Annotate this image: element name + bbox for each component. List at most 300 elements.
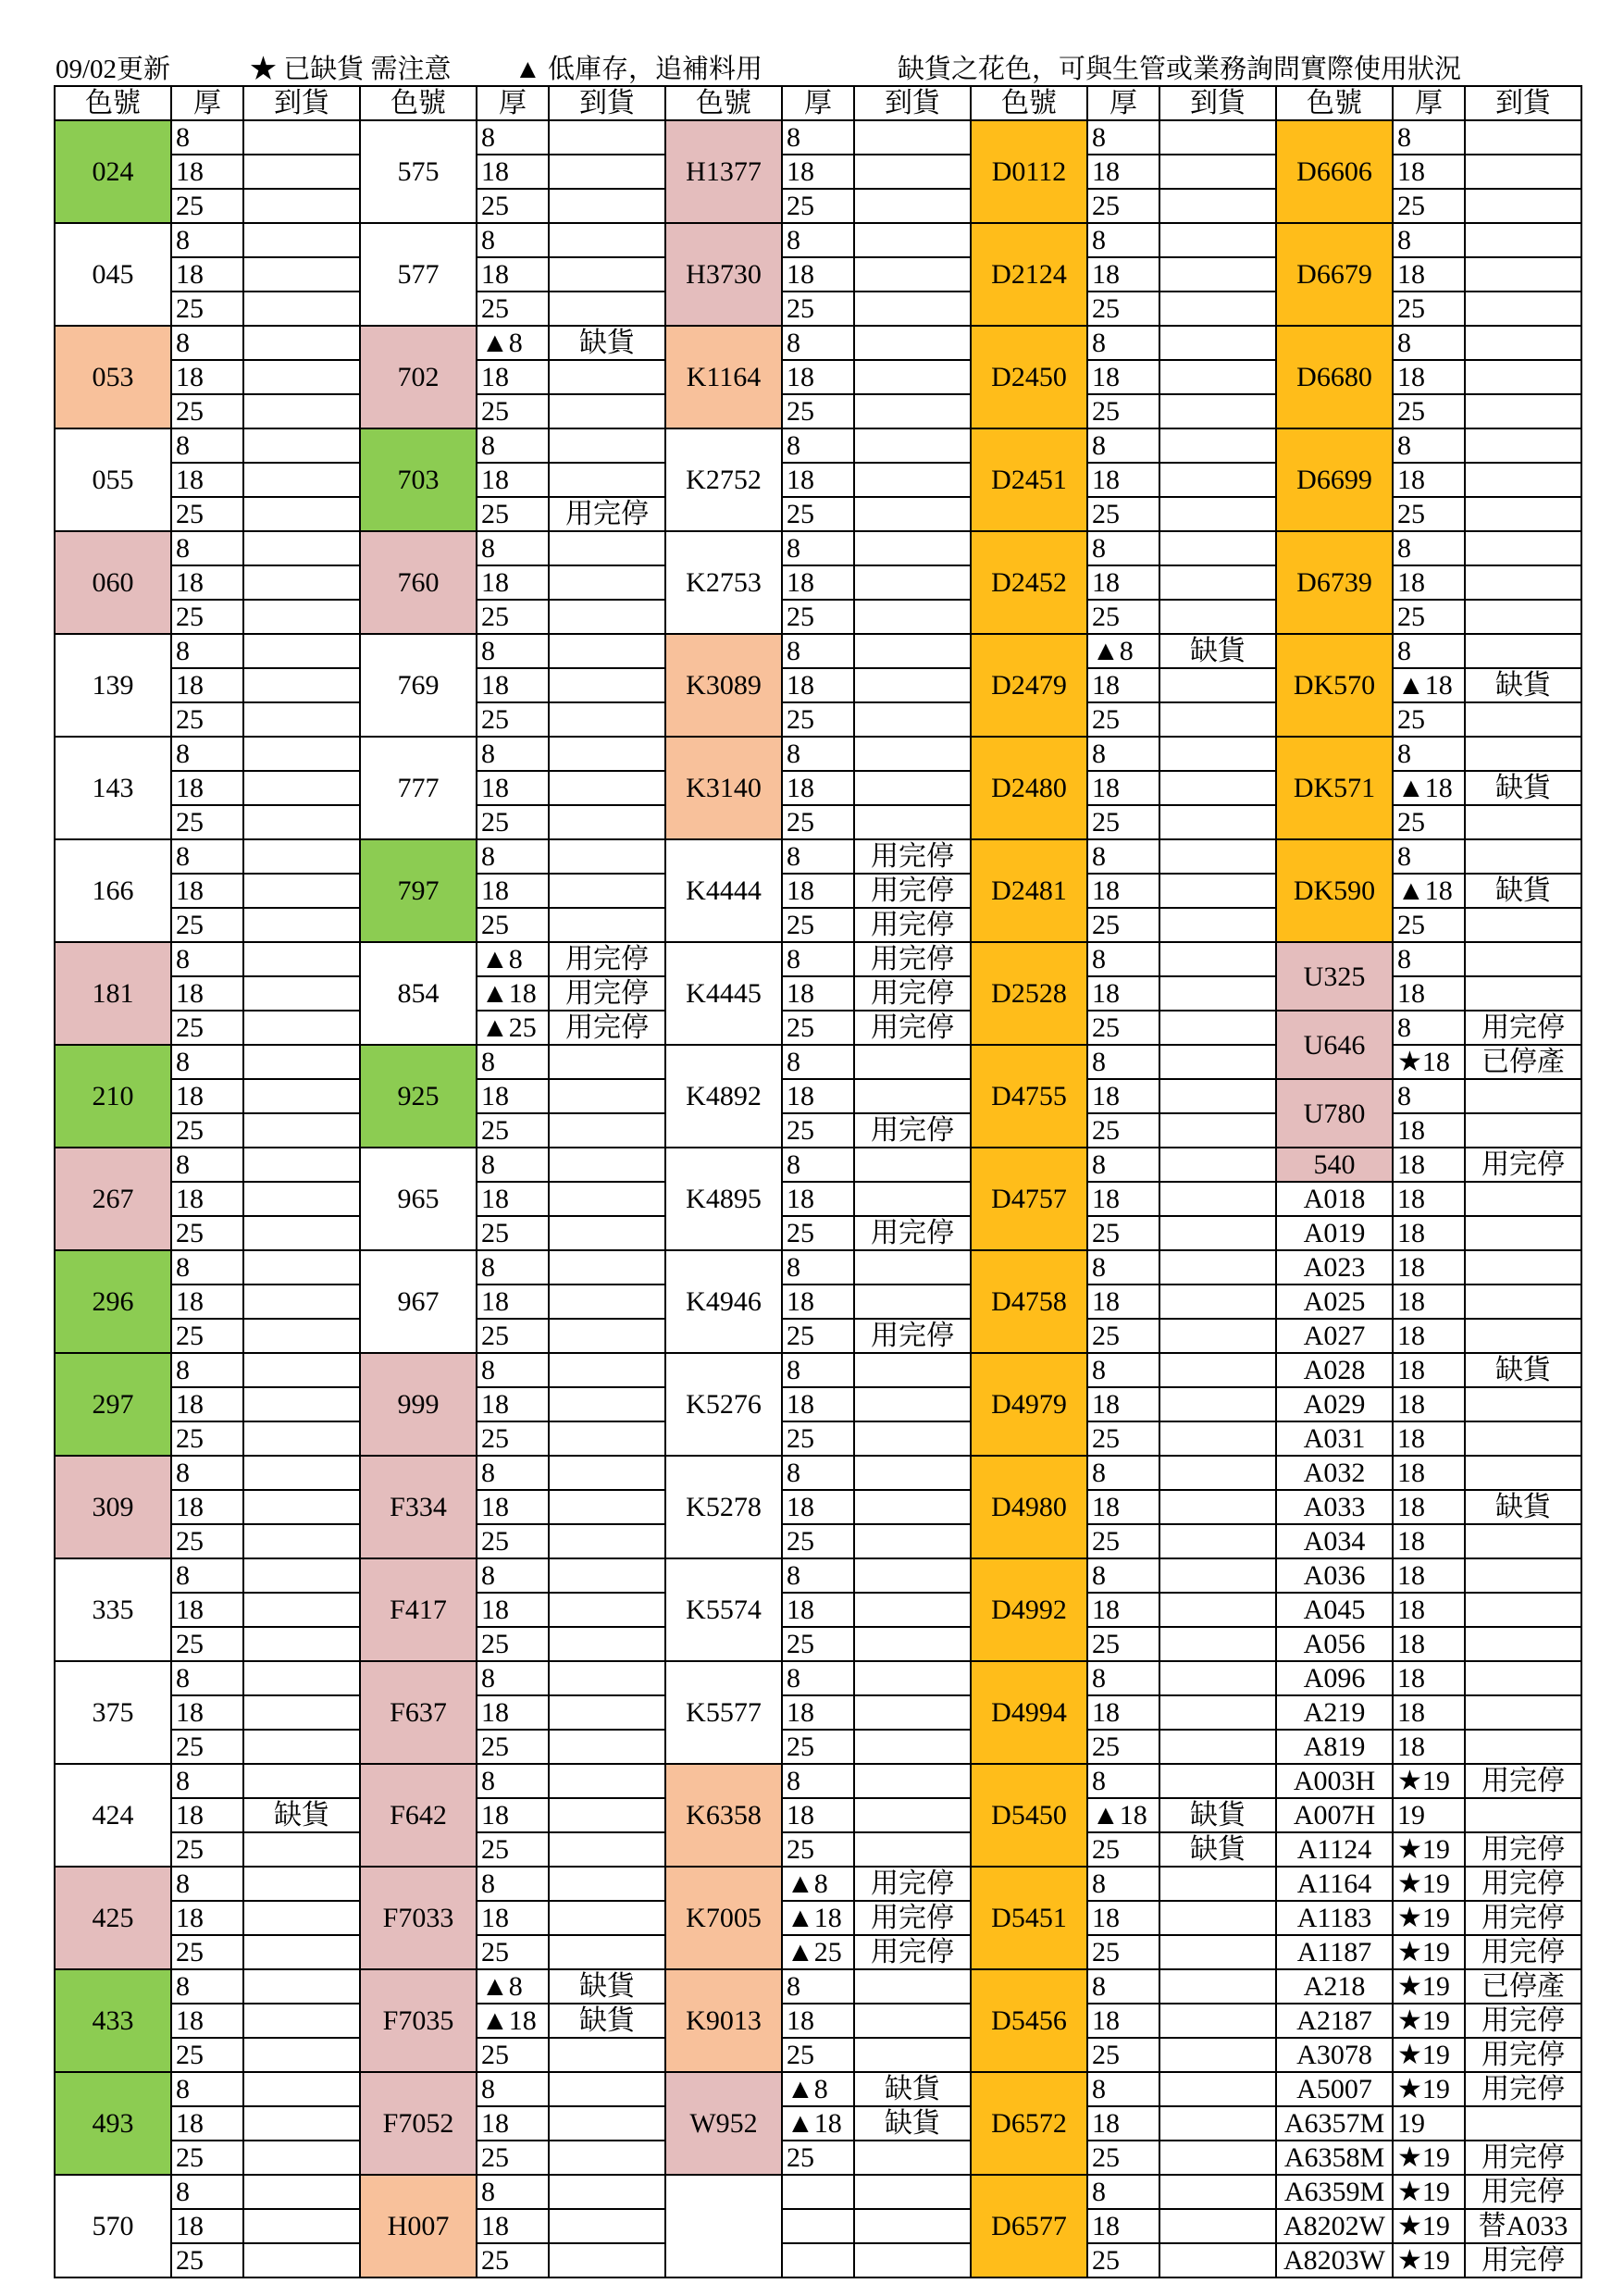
thickness-cell: 8 (782, 737, 854, 771)
thickness-cell: 18 (1087, 1387, 1159, 1421)
thickness-cell: 25 (477, 2243, 549, 2277)
color-code-cell: F642 (360, 1764, 477, 1867)
arrival-cell (854, 463, 971, 497)
color-code-cell: F417 (360, 1558, 477, 1661)
arrival-cell (243, 2004, 360, 2038)
arrival-cell: 缺貨 (243, 1798, 360, 1832)
arrival-cell (1159, 1421, 1276, 1456)
color-code-cell: A025 (1276, 1285, 1393, 1319)
arrival-cell (243, 1045, 360, 1079)
arrival-cell (1159, 600, 1276, 634)
thickness-cell: 18 (171, 771, 243, 805)
arrival-cell (854, 1490, 971, 1524)
arrival-cell (243, 257, 360, 292)
arrival-cell (1159, 565, 1276, 600)
color-code-cell: A034 (1276, 1524, 1393, 1558)
thickness-cell: 25 (782, 394, 854, 428)
table-row (55, 1901, 1581, 1935)
thickness-cell: 18 (477, 771, 549, 805)
arrival-cell: 缺貨 (1159, 1832, 1276, 1867)
arrival-cell (549, 1285, 665, 1319)
thickness-cell: 18 (1087, 1901, 1159, 1935)
arrival-cell (1159, 155, 1276, 189)
thickness-cell: 18 (477, 668, 549, 702)
thickness-cell: 18 (1087, 257, 1159, 292)
thickness-cell: ★19 (1393, 2209, 1465, 2243)
arrival-cell (1159, 2038, 1276, 2072)
table-row (55, 1730, 1581, 1764)
arrival-cell (549, 1867, 665, 1901)
color-code-cell: K5577 (665, 1661, 782, 1764)
thickness-cell: 25 (1087, 497, 1159, 531)
thickness-cell: 18 (782, 1490, 854, 1524)
thickness-cell: 25 (477, 1319, 549, 1353)
arrival-cell (854, 531, 971, 565)
arrival-cell: 用完停 (1465, 2072, 1581, 2106)
color-code-cell: A6359M (1276, 2175, 1393, 2209)
arrival-cell (243, 1867, 360, 1901)
thickness-cell: ★19 (1393, 2175, 1465, 2209)
thickness-cell: 18 (1393, 1148, 1465, 1182)
thickness-cell: 8 (477, 223, 549, 257)
thickness-cell: ★18 (1393, 1045, 1465, 1079)
arrival-cell (1465, 1387, 1581, 1421)
thickness-cell: 18 (171, 1901, 243, 1935)
table-row (55, 839, 1581, 874)
thickness-cell: 8 (782, 326, 854, 360)
color-code-cell: 166 (55, 839, 171, 942)
thickness-cell: 18 (477, 874, 549, 908)
arrival-cell (854, 2243, 971, 2277)
color-code-cell: F7033 (360, 1867, 477, 1969)
arrival-cell (243, 1353, 360, 1387)
arrival-cell (243, 1113, 360, 1148)
thickness-cell: 8 (1087, 326, 1159, 360)
thickness-cell: 25 (782, 1524, 854, 1558)
thickness-cell: 25 (1087, 2141, 1159, 2175)
color-code-cell: K9013 (665, 1969, 782, 2072)
table-row (55, 2175, 1581, 2209)
table-row (55, 1558, 1581, 1593)
arrival-cell (549, 531, 665, 565)
arrival-cell (1159, 1901, 1276, 1935)
thickness-cell: ★19 (1393, 1764, 1465, 1798)
arrival-cell (1159, 1456, 1276, 1490)
arrival-cell (1159, 1011, 1276, 1045)
thickness-cell: 25 (477, 600, 549, 634)
table-row (55, 1661, 1581, 1695)
color-code-cell: K5278 (665, 1456, 782, 1558)
arrival-cell: 用完停 (854, 908, 971, 942)
thickness-cell: 8 (782, 942, 854, 976)
arrival-cell (854, 1593, 971, 1627)
thickness-cell: 25 (1393, 189, 1465, 223)
arrival-cell: 用完停 (1465, 2175, 1581, 2209)
arrival-cell: 用完停 (549, 1011, 665, 1045)
color-code-cell: A219 (1276, 1695, 1393, 1730)
thickness-cell: 25 (171, 2141, 243, 2175)
color-code-cell: 296 (55, 1250, 171, 1353)
color-code-cell: 053 (55, 326, 171, 428)
arrival-cell (549, 771, 665, 805)
color-code-cell: D6679 (1276, 223, 1393, 326)
thickness-cell: 18 (782, 463, 854, 497)
arrival-cell (549, 1730, 665, 1764)
thickness-cell: 8 (171, 1558, 243, 1593)
thickness-cell: 8 (171, 634, 243, 668)
arrival-cell (549, 2243, 665, 2277)
color-code-cell: A8202W (1276, 2209, 1393, 2243)
arrival-cell (1465, 2106, 1581, 2141)
arrival-cell (1159, 120, 1276, 155)
arrival-cell (549, 908, 665, 942)
thickness-cell: 8 (477, 531, 549, 565)
thickness-cell: 25 (1087, 1421, 1159, 1456)
thickness-cell: 25 (1393, 394, 1465, 428)
table-row (55, 2038, 1581, 2072)
arrival-cell (549, 600, 665, 634)
thickness-cell: 8 (1393, 839, 1465, 874)
thickness-cell: 8 (477, 1661, 549, 1695)
arrival-cell: 用完停 (1465, 1935, 1581, 1969)
arrival-cell (854, 292, 971, 326)
table-row (55, 2106, 1581, 2141)
table-row (55, 1216, 1581, 1250)
color-code-cell: A028 (1276, 1353, 1393, 1387)
arrival-cell (854, 1456, 971, 1490)
arrival-cell (549, 2209, 665, 2243)
arrival-cell (549, 1421, 665, 1456)
thickness-cell: 8 (171, 428, 243, 463)
table-row (55, 1798, 1581, 1832)
thickness-cell: 25 (171, 908, 243, 942)
color-code-cell: D4757 (971, 1148, 1087, 1250)
thickness-cell: 25 (477, 1216, 549, 1250)
arrival-cell (1159, 360, 1276, 394)
thickness-cell: 18 (171, 257, 243, 292)
arrival-cell (549, 155, 665, 189)
arrival-cell (243, 1969, 360, 2004)
arrival-cell (854, 326, 971, 360)
arrival-cell (243, 1216, 360, 1250)
table-row (55, 1079, 1581, 1113)
color-code-cell: D2452 (971, 531, 1087, 634)
arrival-cell (243, 1627, 360, 1661)
color-code-cell: 309 (55, 1456, 171, 1558)
arrival-header: 到貨 (243, 86, 360, 120)
thickness-cell: 18 (171, 155, 243, 189)
thickness-cell: 25 (1087, 1730, 1159, 1764)
thickness-header: 厚 (782, 86, 854, 120)
thickness-cell: 18 (782, 1387, 854, 1421)
color-code-cell: 493 (55, 2072, 171, 2175)
arrival-cell: 缺貨 (549, 1969, 665, 2004)
arrival-cell (1465, 976, 1581, 1011)
arrival-cell (243, 155, 360, 189)
arrival-cell (854, 1764, 971, 1798)
arrival-cell: 用完停 (1465, 1764, 1581, 1798)
color-code-cell: F334 (360, 1456, 477, 1558)
color-code-cell: D2451 (971, 428, 1087, 531)
arrival-cell: 用完停 (854, 1935, 971, 1969)
arrival-cell (1159, 839, 1276, 874)
table-row (55, 1524, 1581, 1558)
arrival-cell (243, 1148, 360, 1182)
arrival-cell (549, 2038, 665, 2072)
arrival-cell: 用完停 (1465, 2038, 1581, 2072)
arrival-cell: 用完停 (1465, 2243, 1581, 2277)
arrival-cell: 用完停 (854, 1113, 971, 1148)
color-code-cell: 965 (360, 1148, 477, 1250)
arrival-cell (1159, 463, 1276, 497)
arrival-cell (1159, 702, 1276, 737)
thickness-cell: 18 (782, 155, 854, 189)
arrival-cell (549, 874, 665, 908)
arrival-cell (549, 634, 665, 668)
thickness-cell: ▲18 (782, 2106, 854, 2141)
thickness-cell: 8 (477, 839, 549, 874)
thickness-cell: 18 (477, 463, 549, 497)
table-row (55, 1011, 1581, 1045)
thickness-cell: 25 (1087, 1935, 1159, 1969)
thickness-cell: 25 (1393, 600, 1465, 634)
thickness-cell: 18 (477, 360, 549, 394)
thickness-cell: 18 (1393, 1593, 1465, 1627)
thickness-cell: 25 (1087, 805, 1159, 839)
arrival-cell (1159, 2175, 1276, 2209)
arrival-cell (243, 805, 360, 839)
color-code-cell: U325 (1276, 942, 1393, 1011)
arrival-cell: 用完停 (854, 874, 971, 908)
arrival-cell (243, 565, 360, 600)
arrival-cell (1159, 737, 1276, 771)
arrival-cell (243, 2072, 360, 2106)
arrival-cell (1465, 1661, 1581, 1695)
thickness-cell: 18 (1393, 1250, 1465, 1285)
color-code-cell: D5456 (971, 1969, 1087, 2072)
thickness-cell: 25 (782, 1832, 854, 1867)
arrival-cell (1159, 1558, 1276, 1593)
arrival-cell (549, 1593, 665, 1627)
color-code-cell: 854 (360, 942, 477, 1045)
arrival-header: 到貨 (549, 86, 665, 120)
arrival-cell (549, 120, 665, 155)
thickness-cell: 8 (1393, 531, 1465, 565)
thickness-cell: 25 (782, 600, 854, 634)
thickness-cell: 18 (171, 565, 243, 600)
arrival-cell (549, 2141, 665, 2175)
arrival-cell (1159, 1627, 1276, 1661)
thickness-cell: 25 (1087, 1011, 1159, 1045)
arrival-cell (243, 531, 360, 565)
arrival-cell (1159, 223, 1276, 257)
color-code-cell: D2124 (971, 223, 1087, 326)
color-code-cell: 045 (55, 223, 171, 326)
thickness-cell: 8 (782, 223, 854, 257)
thickness-cell: ▲8 (477, 326, 549, 360)
table-row (55, 1456, 1581, 1490)
thickness-cell: 8 (477, 1250, 549, 1285)
table-row (55, 2243, 1581, 2277)
thickness-cell: 18 (1087, 976, 1159, 1011)
arrival-cell (854, 223, 971, 257)
arrival-cell (243, 1387, 360, 1421)
arrival-cell (854, 360, 971, 394)
thickness-cell: 25 (477, 702, 549, 737)
thickness-cell: 8 (782, 428, 854, 463)
arrival-cell (243, 942, 360, 976)
thickness-cell: 25 (171, 292, 243, 326)
thickness-cell: 18 (1393, 155, 1465, 189)
thickness-cell: 18 (477, 1901, 549, 1935)
arrival-cell (1465, 1627, 1581, 1661)
thickness-cell: 18 (477, 1387, 549, 1421)
thickness-cell: 25 (171, 2038, 243, 2072)
table-row (55, 531, 1581, 565)
arrival-cell (1465, 737, 1581, 771)
color-code-cell: K5574 (665, 1558, 782, 1661)
arrival-cell (1159, 1661, 1276, 1695)
arrival-cell (1465, 360, 1581, 394)
table-row (55, 326, 1581, 360)
thickness-cell: 18 (1087, 463, 1159, 497)
table-row (55, 1250, 1581, 1285)
arrival-cell (1465, 463, 1581, 497)
arrival-cell (1159, 2072, 1276, 2106)
color-code-cell: 797 (360, 839, 477, 942)
thickness-cell: 8 (1393, 737, 1465, 771)
thickness-cell: 18 (782, 1695, 854, 1730)
thickness-cell: 18 (1393, 257, 1465, 292)
arrival-cell (1159, 805, 1276, 839)
thickness-cell: 8 (782, 1969, 854, 2004)
color-code-cell: K3089 (665, 634, 782, 737)
color-code-cell: D5450 (971, 1764, 1087, 1867)
thickness-cell: 8 (171, 1764, 243, 1798)
color-code-cell: 024 (55, 120, 171, 223)
color-code-cell: K4445 (665, 942, 782, 1045)
arrival-cell (243, 1490, 360, 1524)
color-code-cell: K4895 (665, 1148, 782, 1250)
thickness-cell: 25 (782, 292, 854, 326)
thickness-cell: 18 (1393, 463, 1465, 497)
thickness-cell: 25 (782, 1627, 854, 1661)
arrival-cell (854, 1524, 971, 1558)
thickness-cell: ▲8 (477, 1969, 549, 2004)
thickness-cell (782, 2175, 854, 2209)
thickness-cell: 8 (1087, 223, 1159, 257)
thickness-cell: 8 (171, 737, 243, 771)
thickness-cell: 25 (477, 908, 549, 942)
color-code-cell: D0112 (971, 120, 1087, 223)
arrival-cell (854, 2175, 971, 2209)
color-code-cell: A036 (1276, 1558, 1393, 1593)
thickness-cell: 25 (782, 908, 854, 942)
arrival-cell (1465, 155, 1581, 189)
thickness-cell: 18 (171, 1798, 243, 1832)
arrival-cell (243, 1832, 360, 1867)
arrival-cell (1465, 702, 1581, 737)
thickness-cell: 18 (1393, 1558, 1465, 1593)
arrival-cell (1159, 257, 1276, 292)
arrival-cell (854, 1969, 971, 2004)
arrival-cell (1159, 1285, 1276, 1319)
arrival-cell: 用完停 (1465, 2141, 1581, 2175)
thickness-cell: 8 (1087, 1867, 1159, 1901)
thickness-cell: 8 (171, 2175, 243, 2209)
thickness-cell: 8 (782, 634, 854, 668)
arrival-cell (243, 874, 360, 908)
arrival-cell (1159, 2209, 1276, 2243)
arrival-cell (549, 565, 665, 600)
code-header: 色號 (971, 86, 1087, 120)
arrival-cell (549, 1182, 665, 1216)
arrival-cell (243, 839, 360, 874)
thickness-cell: 19 (1393, 2106, 1465, 2141)
arrival-cell (549, 1250, 665, 1285)
thickness-cell: 8 (1087, 1148, 1159, 1182)
arrival-cell (549, 1524, 665, 1558)
table-row (55, 120, 1581, 155)
legend-triangle: ▲ 低庫存，追補料用 (514, 55, 762, 84)
thickness-cell: 18 (1393, 1285, 1465, 1319)
color-code-cell: A5007 (1276, 2072, 1393, 2106)
arrival-cell (854, 1661, 971, 1695)
thickness-cell: 18 (782, 1285, 854, 1319)
thickness-cell: 25 (477, 1935, 549, 1969)
thickness-cell: 8 (1393, 1011, 1465, 1045)
arrival-cell (1465, 1319, 1581, 1353)
arrival-cell (1159, 1695, 1276, 1730)
thickness-cell: 25 (171, 805, 243, 839)
arrival-cell: 缺貨 (1159, 634, 1276, 668)
thickness-cell: 8 (1087, 428, 1159, 463)
thickness-cell: 18 (782, 360, 854, 394)
color-code-cell: A019 (1276, 1216, 1393, 1250)
thickness-cell: 25 (171, 702, 243, 737)
arrival-cell (854, 668, 971, 702)
thickness-cell: 25 (171, 1627, 243, 1661)
arrival-cell (243, 1319, 360, 1353)
color-code-cell (665, 2175, 782, 2277)
thickness-cell: 18 (1087, 1490, 1159, 1524)
thickness-cell: 25 (171, 600, 243, 634)
arrival-cell (1465, 1285, 1581, 1319)
table-row (55, 1421, 1581, 1456)
inventory-table (54, 85, 1582, 2278)
arrival-cell (243, 2141, 360, 2175)
thickness-cell: 25 (782, 1216, 854, 1250)
arrival-cell (549, 1695, 665, 1730)
arrival-cell (243, 2243, 360, 2277)
thickness-cell: 25 (477, 189, 549, 223)
color-code-cell: A6357M (1276, 2106, 1393, 2141)
color-code-cell: A031 (1276, 1421, 1393, 1456)
arrival-header: 到貨 (1159, 86, 1276, 120)
arrival-cell (549, 2106, 665, 2141)
color-code-cell: A819 (1276, 1730, 1393, 1764)
thickness-cell: 18 (1087, 1079, 1159, 1113)
table-row (55, 2004, 1581, 2038)
arrival-cell (549, 1387, 665, 1421)
arrival-header: 到貨 (854, 86, 971, 120)
color-code-cell: 999 (360, 1353, 477, 1456)
arrival-cell (549, 1113, 665, 1148)
thickness-cell: 19 (1393, 1798, 1465, 1832)
thickness-cell: 25 (1087, 600, 1159, 634)
color-code-cell: 375 (55, 1661, 171, 1764)
arrival-cell (854, 1695, 971, 1730)
